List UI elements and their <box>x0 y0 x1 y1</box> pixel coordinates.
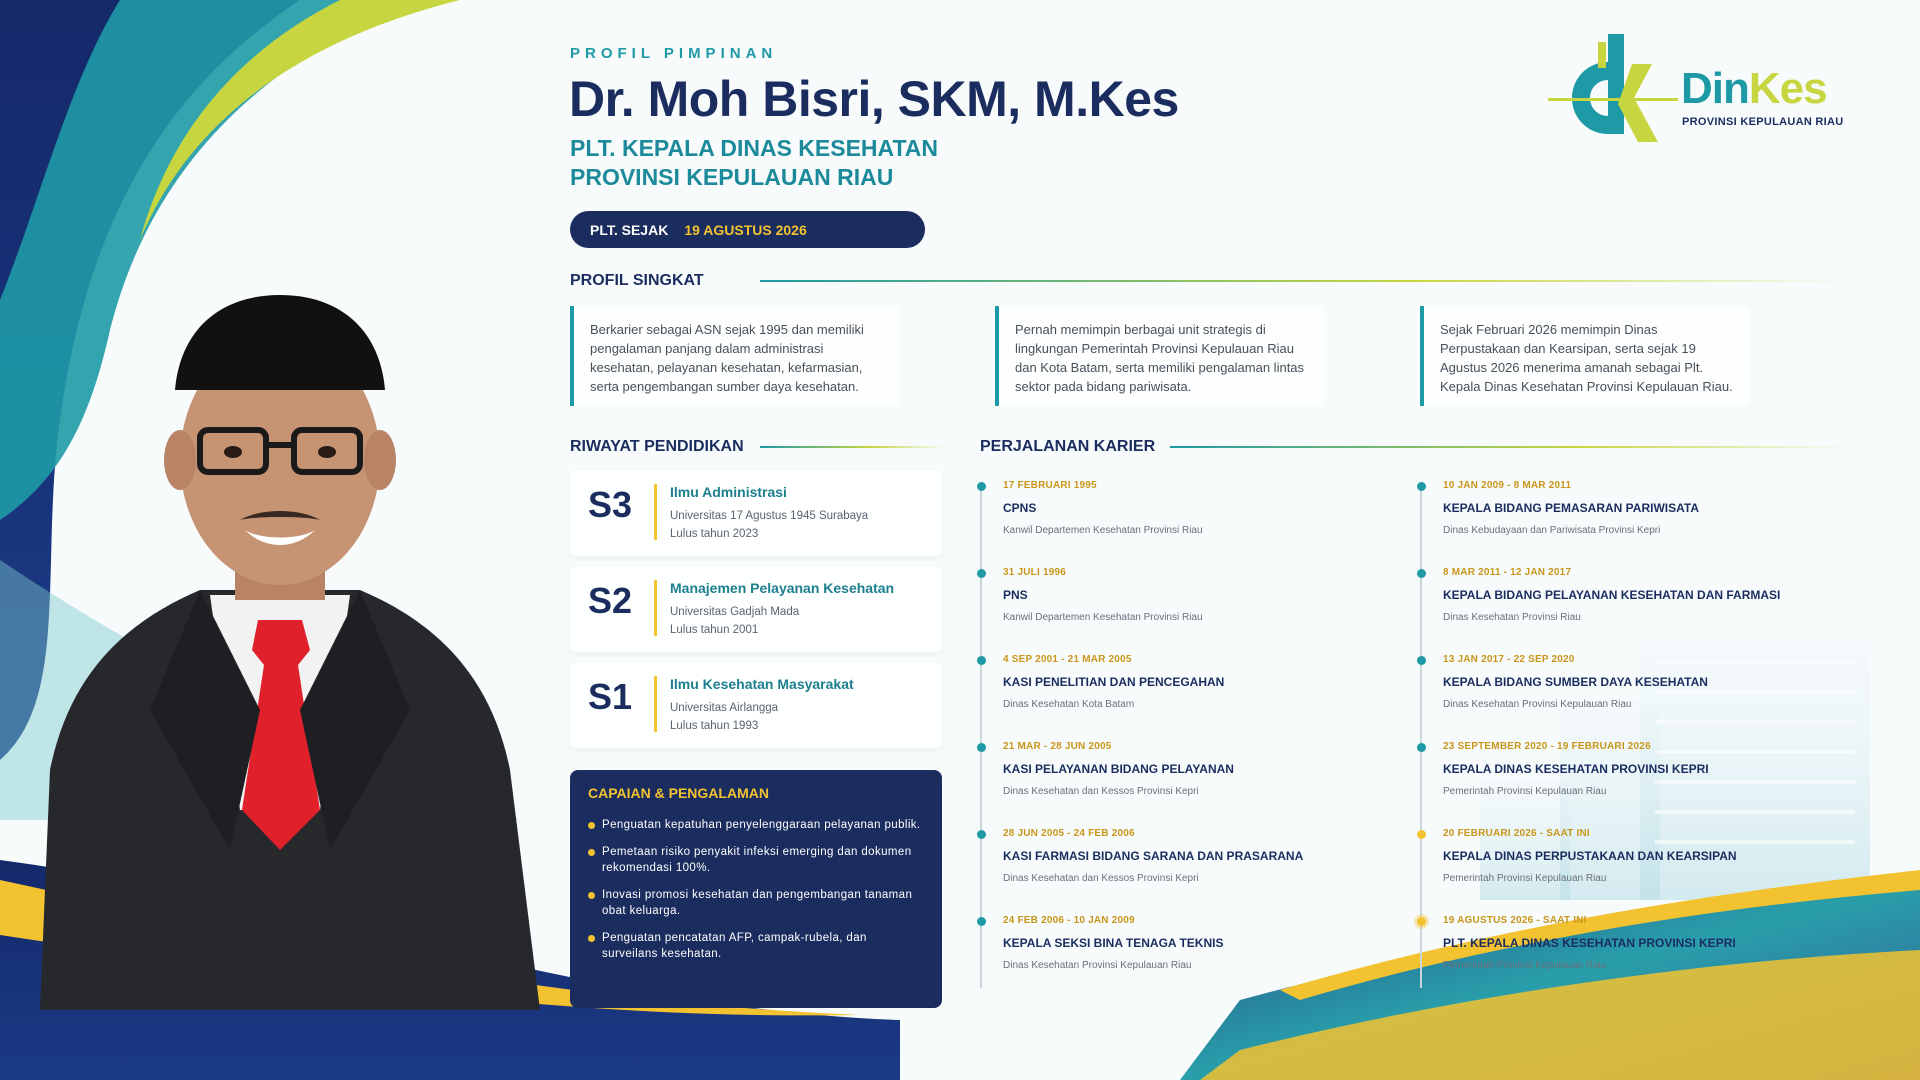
achievement-item: Penguatan kepatuhan penyelenggaraan pelayanan publik. <box>588 817 924 833</box>
career-timeline-dot <box>977 569 986 578</box>
education-university: Universitas Airlangga <box>670 702 779 714</box>
career-organization: Dinas Kebudayaan dan Pariwisata Provinsi Kepri <box>1443 525 1661 536</box>
education-field: Ilmu Kesehatan Masyarakat <box>670 676 854 692</box>
career-date: 24 FEB 2006 - 10 JAN 2009 <box>1003 915 1135 926</box>
career-timeline-right-line <box>1420 488 1422 988</box>
career-date: 13 JAN 2017 - 22 SEP 2020 <box>1443 654 1575 665</box>
education-divider <box>654 484 657 540</box>
role-line-1: PLT. KEPALA DINAS KESEHATAN <box>570 135 939 161</box>
education-card-s2 <box>570 566 942 652</box>
career-date: 28 JUN 2005 - 24 FEB 2006 <box>1003 828 1135 839</box>
achievement-item: Inovasi promosi kesehatan dan pengembangan tanaman obat keluarga. <box>588 887 924 919</box>
education-degree: S2 <box>588 580 633 621</box>
career-organization: Pemerintah Provinsi Kepulauan Riau <box>1443 873 1607 884</box>
career-date: 17 FEBRUARI 1995 <box>1003 480 1097 491</box>
profile-title-rule <box>760 280 1850 282</box>
career-position: KEPALA BIDANG PELAYANAN KESEHATAN DAN FARMASI <box>1443 588 1781 602</box>
logo-wordmark <box>1681 64 1827 114</box>
career-date: 21 MAR - 28 JUN 2005 <box>1003 741 1112 752</box>
leader-name: Dr. Moh Bisri, SKM, M.Kes <box>569 71 1179 127</box>
career-date: 4 SEP 2001 - 21 MAR 2005 <box>1003 654 1132 665</box>
career-position: PNS <box>1003 588 1028 602</box>
career-timeline-dot <box>1417 569 1426 578</box>
career-entry <box>1003 828 1403 884</box>
dinkes-logo <box>1548 24 1878 154</box>
achievement-item: Pemetaan risiko penyakit infeksi emerging dan dokumen rekomendasi 100%. <box>588 844 924 876</box>
career-timeline-dot <box>1417 656 1426 665</box>
education-year: Lulus tahun 2023 <box>670 528 759 540</box>
career-timeline-dot <box>977 656 986 665</box>
career-date: 23 SEPTEMBER 2020 - 19 FEBRUARI 2026 <box>1443 741 1651 752</box>
career-organization: Pemerintah Provinsi Kepulauan Riau <box>1443 786 1607 797</box>
career-date: 31 JULI 1996 <box>1003 567 1066 578</box>
leader-portrait <box>20 290 540 1010</box>
career-organization: Dinas Kesehatan Provinsi Kepulauan Riau <box>1003 960 1192 971</box>
education-year: Lulus tahun 1993 <box>670 720 759 732</box>
career-entry <box>1003 480 1403 536</box>
profile-section-title: PROFIL SINGKAT <box>570 272 704 289</box>
career-entry <box>1003 741 1403 797</box>
profile-paragraph-1: Berkarier sebagai ASN sejak 1995 dan memiliki pengalaman panjang dalam administrasi kesehatan, pelayanan kesehatan, kefarmasian, serta pengembangan sumber daya kesehatan. <box>570 306 900 406</box>
profile-paragraph-3: Sejak Februari 2026 memimpin Dinas Perpustakaan dan Kearsipan, serta sejak 19 Agustus 2026 menerima amanah sebagai Plt. Kepala Dinas Kesehatan Provinsi Kepulauan Riau. <box>1420 306 1750 406</box>
career-timeline-dot <box>1417 830 1426 839</box>
career-entry <box>1443 828 1843 884</box>
career-position: KEPALA BIDANG SUMBER DAYA KESEHATAN <box>1443 675 1708 689</box>
career-organization: Pemerintah Provinsi Kepulauan Riau <box>1443 960 1607 971</box>
career-date: 20 FEBRUARI 2026 - SAAT INI <box>1443 828 1590 839</box>
education-field: Manajemen Pelayanan Kesehatan <box>670 580 895 596</box>
education-divider <box>654 676 657 732</box>
education-year: Lulus tahun 2001 <box>670 624 759 636</box>
education-card-s1 <box>570 662 942 748</box>
career-organization: Dinas Kesehatan dan Kessos Provinsi Kepri <box>1003 873 1199 884</box>
career-date: 19 AGUSTUS 2026 - SAAT INI <box>1443 915 1587 926</box>
career-organization: Kanwil Departemen Kesehatan Provinsi Riau <box>1003 525 1203 536</box>
career-title-rule <box>1170 446 1850 448</box>
career-timeline-dot <box>1417 482 1426 491</box>
career-organization: Dinas Kesehatan Provinsi Riau <box>1443 612 1581 623</box>
career-date: 10 JAN 2009 - 8 MAR 2011 <box>1443 480 1572 491</box>
education-field: Ilmu Administrasi <box>670 484 787 500</box>
logo-wordmark-kes: Kes <box>1748 64 1827 113</box>
career-timeline-left-line <box>980 488 982 988</box>
career-entry <box>1443 741 1843 797</box>
career-organization: Kanwil Departemen Kesehatan Provinsi Riau <box>1003 612 1203 623</box>
education-card-s3 <box>570 470 942 556</box>
achievement-item: Penguatan pencatatan AFP, campak-rubela, dan surveilans kesehatan. <box>588 930 924 962</box>
career-entry <box>1003 915 1403 971</box>
career-entry <box>1443 915 1843 971</box>
career-organization: Dinas Kesehatan dan Kessos Provinsi Kepri <box>1003 786 1199 797</box>
career-position: KEPALA DINAS KESEHATAN PROVINSI KEPRI <box>1443 762 1709 776</box>
career-position: KEPALA BIDANG PEMASARAN PARIWISATA <box>1443 501 1699 515</box>
education-degree: S3 <box>588 484 633 525</box>
role-line-2: PROVINSI KEPULAUAN RIAU <box>570 164 894 190</box>
career-organization: Dinas Kesehatan Kota Batam <box>1003 699 1135 710</box>
career-timeline-dot <box>1417 743 1426 752</box>
education-divider <box>654 580 657 636</box>
career-entry <box>1003 654 1403 710</box>
career-entry <box>1443 567 1843 623</box>
education-university: Universitas 17 Agustus 1945 Surabaya <box>670 510 869 522</box>
career-timeline-dot <box>977 743 986 752</box>
career-timeline-dot <box>977 482 986 491</box>
since-date: 19 AGUSTUS 2026 <box>684 221 807 238</box>
since-badge <box>570 211 925 248</box>
achievements-panel <box>570 770 942 1008</box>
career-timeline-dot <box>977 830 986 839</box>
logo-subtitle: PROVINSI KEPULAUAN RIAU <box>1682 116 1844 128</box>
logo-wordmark-din: Din <box>1681 64 1749 113</box>
career-position: KASI PELAYANAN BIDANG PELAYANAN <box>1003 762 1234 776</box>
career-entry <box>1443 480 1843 536</box>
career-position: KEPALA DINAS PERPUSTAKAAN DAN KEARSIPAN <box>1443 849 1737 863</box>
career-entry <box>1003 567 1403 623</box>
education-degree: S1 <box>588 676 633 717</box>
career-position: KASI FARMASI BIDANG SARANA DAN PRASARANA <box>1003 849 1304 863</box>
career-organization: Dinas Kesehatan Provinsi Kepulauan Riau <box>1443 699 1632 710</box>
career-timeline-dot <box>977 917 986 926</box>
career-timeline-dot <box>1417 917 1426 926</box>
career-position: KASI PENELITIAN DAN PENCEGAHAN <box>1003 675 1225 689</box>
education-title-rule <box>760 446 945 448</box>
career-entry <box>1443 654 1843 710</box>
profile-paragraph-2: Pernah memimpin berbagai unit strategis di lingkungan Pemerintah Provinsi Kepulauan Riau dan Kota Batam, serta memiliki pengalaman lintas sektor pada bidang pariwisata. <box>995 306 1325 406</box>
career-position: PLT. KEPALA DINAS KESEHATAN PROVINSI KEPRI <box>1443 936 1736 950</box>
since-label: PLT. SEJAK <box>590 221 669 238</box>
career-date: 8 MAR 2011 - 12 JAN 2017 <box>1443 567 1572 578</box>
page-kicker: PROFIL PIMPINAN <box>570 45 778 62</box>
education-university: Universitas Gadjah Mada <box>670 606 800 618</box>
career-section-title: PERJALANAN KARIER <box>980 438 1156 455</box>
achievements-title: CAPAIAN & PENGALAMAN <box>588 785 769 801</box>
dinkes-emblem-icon <box>1548 24 1678 154</box>
career-position: CPNS <box>1003 501 1037 515</box>
career-position: KEPALA SEKSI BINA TENAGA TEKNIS <box>1003 936 1224 950</box>
leader-role <box>570 134 938 192</box>
education-section-title: RIWAYAT PENDIDIKAN <box>570 438 744 455</box>
